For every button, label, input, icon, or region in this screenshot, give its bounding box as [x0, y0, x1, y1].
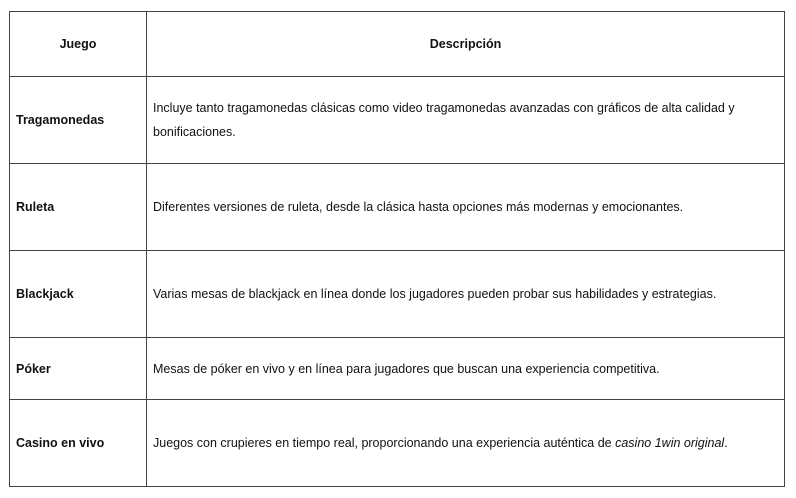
game-description — [147, 400, 785, 487]
table-row — [10, 164, 785, 251]
table-row — [10, 77, 785, 164]
games-table — [9, 11, 785, 487]
casino-1win-link-text: casino 1win original — [615, 436, 725, 450]
table-row — [10, 251, 785, 338]
table-header-row — [10, 12, 785, 77]
game-description: Mesas de póker en vivo y en línea para jugadores que buscan una experiencia competitiva. — [147, 338, 785, 400]
game-name: Póker — [10, 338, 147, 400]
game-name: Casino en vivo — [10, 400, 147, 487]
games-table-container — [9, 11, 784, 487]
game-description: Varias mesas de blackjack en línea donde los jugadores pueden probar sus habilidades y estrategias. — [147, 251, 785, 338]
header-descripcion: Descripción — [147, 12, 785, 77]
game-name: Blackjack — [10, 251, 147, 338]
game-description: Diferentes versiones de ruleta, desde la clásica hasta opciones más modernas y emocionantes. — [147, 164, 785, 251]
game-name: Tragamonedas — [10, 77, 147, 164]
game-name: Ruleta — [10, 164, 147, 251]
table-row — [10, 400, 785, 487]
table-row — [10, 338, 785, 400]
header-juego: Juego — [10, 12, 147, 77]
description-text: Juegos con crupieres en tiempo real, proporcionando una experiencia auténtica de — [153, 436, 616, 450]
description-suffix: . — [724, 436, 728, 450]
game-description: Incluye tanto tragamonedas clásicas como video tragamonedas avanzadas con gráficos de alta calidad y bonificaciones. — [147, 77, 785, 164]
